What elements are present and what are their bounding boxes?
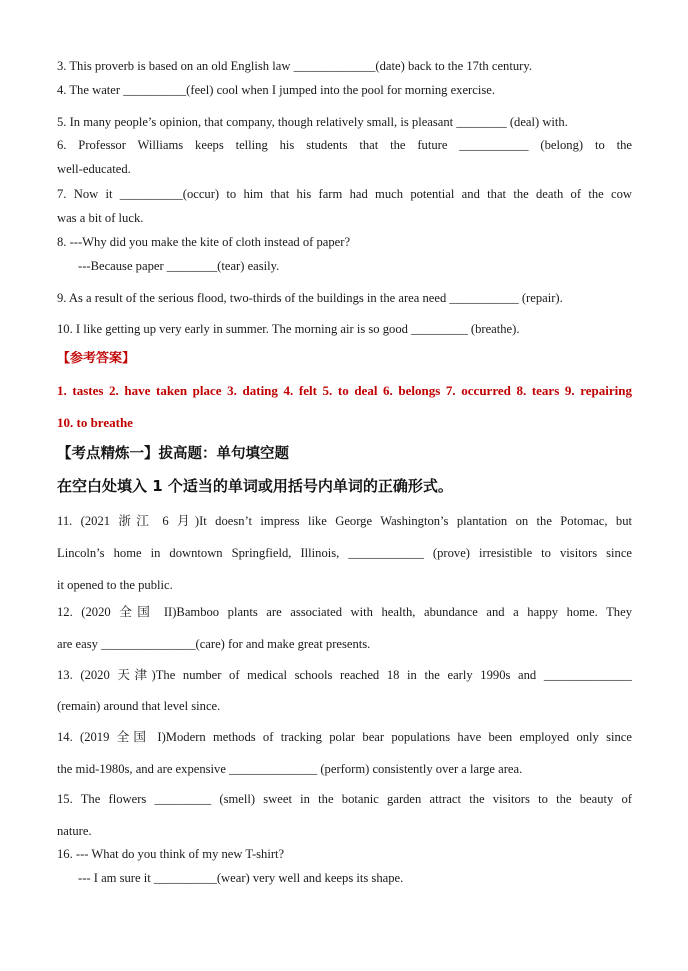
question-4: 4. The water __________(feel) cool when I jumped into the pool for morning exercise. [57, 83, 495, 97]
section-title: 【考点精炼一】拔高题：单句填空题 [57, 446, 289, 462]
question-11-line-2: Lincoln’s home in downtown Springfield, Illinois, ____________ (prove) irresistible to visitors since [57, 546, 632, 560]
question-11-line-1: 11. (2021 浙江 6 月)It doesn’t impress like George Washington’s plantation on the Potomac, but [57, 514, 632, 528]
question-15-line-1: 15. The flowers _________ (smell) sweet in the botanic garden attract the visitors to the beauty of [57, 792, 632, 806]
question-16-line-2: --- I am sure it __________(wear) very well and keeps its shape. [78, 871, 404, 885]
question-8-line-2: ---Because paper ________(tear) easily. [78, 259, 280, 273]
question-6-line-1: 6. Professor Williams keeps telling his students that the future ___________ (belong) to the [57, 138, 632, 152]
question-3: 3. This proverb is based on an old English law _____________(date) back to the 17th century. [57, 59, 532, 73]
question-7-line-2: was a bit of luck. [57, 211, 144, 225]
question-15-line-2: nature. [57, 824, 92, 838]
question-13-line-2: (remain) around that level since. [57, 699, 221, 713]
instruction: 在空白处填入 1 个适当的单词或用括号内单词的正确形式。 [57, 477, 453, 495]
reference-answer-label: 【参考答案】 [57, 351, 136, 366]
question-16-line-1: 16. --- What do you think of my new T-shirt? [57, 847, 285, 861]
question-11-line-3: it opened to the public. [57, 578, 173, 592]
question-9: 9. As a result of the serious flood, two-thirds of the buildings in the area need ___________ (repair). [57, 291, 563, 305]
question-14-line-2: the mid-1980s, and are expensive ______________ (perform) consistently over a large area. [57, 762, 523, 776]
question-7-line-1: 7. Now it __________(occur) to him that his farm had much potential and that the death of the cow [57, 187, 632, 201]
question-5: 5. In many people’s opinion, that company, though relatively small, is pleasant ________ (deal) with. [57, 115, 568, 129]
question-8-line-1: 8. ---Why did you make the kite of cloth instead of paper? [57, 235, 351, 249]
answers-line-1: 1. tastes 2. have taken place 3. dating 4. felt 5. to deal 6. belongs 7. occurred 8. tears 9. repairing [57, 383, 632, 398]
question-12-line-2: are easy _______________(care) for and make great presents. [57, 637, 371, 651]
question-14-line-1: 14. (2019 全国 I)Modern methods of tracking polar bear populations have been employed only since [57, 730, 632, 744]
question-6-line-2: well-educated. [57, 162, 131, 176]
answers-line-2: 10. to breathe [57, 415, 133, 430]
question-12-line-1: 12. (2020 全国 II)Bamboo plants are associated with health, abundance and a happy home. They [57, 605, 632, 619]
question-13-line-1: 13. (2020 天津)The number of medical schools reached 18 in the early 1990s and ______________ [57, 668, 632, 682]
question-10: 10. I like getting up very early in summer. The morning air is so good _________ (breathe). [57, 322, 520, 336]
